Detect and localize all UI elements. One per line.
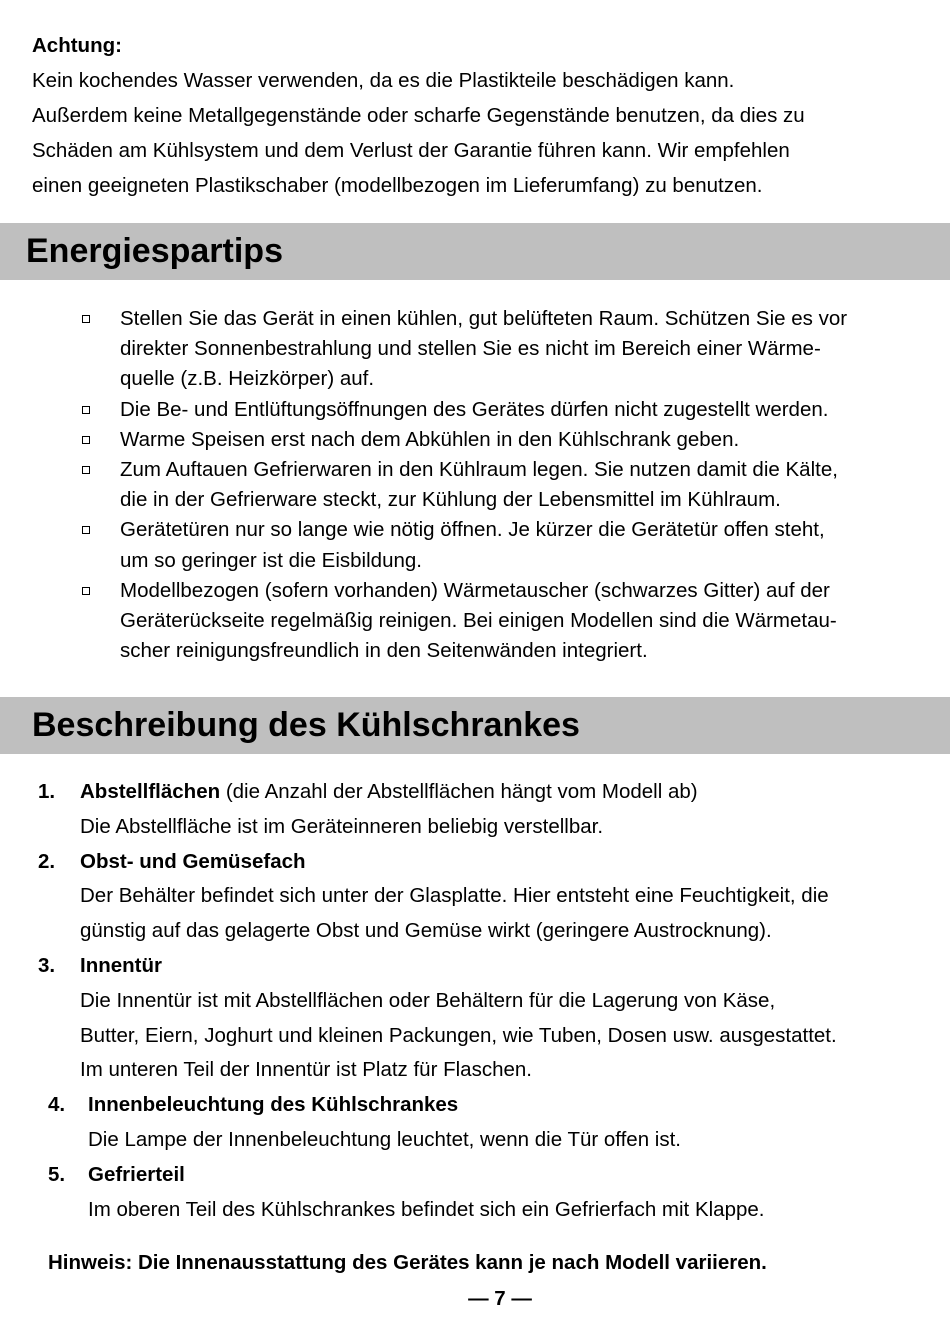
tip-line: Zum Auftauen Gefrierwaren in den Kühlraum legen. Sie nutzen damit die Kälte,: [120, 458, 838, 482]
item-title: Innenbeleuchtung des Kühlschrankes: [88, 1093, 459, 1117]
description-heading-band: [0, 697, 950, 754]
page-number: — 7 —: [468, 1287, 532, 1310]
item-line: Die Abstellfläche ist im Geräteinneren beliebig verstellbar.: [80, 814, 604, 838]
list-item: [38, 845, 938, 949]
tip-line: scher reinigungsfreundlich in den Seitenwänden integriert.: [120, 639, 648, 663]
energy-tips-list: [78, 304, 928, 666]
tip-line: Geräterückseite regelmäßig reinigen. Bei einigen Modellen sind die Wärmetau-: [120, 609, 837, 633]
item-number: 1.: [38, 780, 56, 803]
description-heading: Beschreibung des Kühlschrankes: [32, 706, 580, 744]
list-item: [38, 775, 938, 845]
item-line: Im unteren Teil der Innentür ist Platz für Flaschen.: [80, 1058, 532, 1082]
item-title: Abstellflächen: [80, 780, 221, 803]
item-title: Obst- und Gemüsefach: [80, 849, 306, 873]
warning-line: Kein kochendes Wasser verwenden, da es die Plastikteile beschädigen kann.: [32, 69, 735, 92]
item-line: Im oberen Teil des Kühlschrankes befindet sich ein Gefrierfach mit Klappe.: [88, 1197, 765, 1221]
list-item: [38, 949, 938, 1088]
item-title-suffix: (die Anzahl der Abstellflächen hängt vom Modell ab): [220, 780, 698, 803]
tip-line: quelle (z.B. Heizkörper) auf.: [120, 367, 375, 391]
warning-line: einen geeigneten Plastikschaber (modellbezogen im Lieferumfang) zu benutzen.: [32, 174, 763, 197]
item-line: Die Innentür ist mit Abstellflächen oder Behältern für die Lagerung von Käse,: [80, 988, 776, 1012]
tip-line: um so geringer ist die Eisbildung.: [120, 548, 422, 572]
item-line: Butter, Eiern, Joghurt und kleinen Packungen, wie Tuben, Dosen usw. ausgestattet.: [80, 1023, 837, 1047]
tip-line: die in der Gefrierware steckt, zur Kühlung der Lebensmittel im Kühlraum.: [120, 488, 781, 512]
list-item: [78, 455, 928, 515]
warning-title: Achtung:: [32, 34, 122, 57]
list-item: [78, 425, 928, 455]
tip-line: direkter Sonnenbestrahlung und stellen Sie es nicht im Bereich einer Wärme-: [120, 337, 821, 361]
checkbox-bullet-icon: [82, 587, 90, 595]
warning-line: Außerdem keine Metallgegenstände oder scharfe Gegenstände benutzen, da dies zu: [32, 104, 805, 127]
list-item: [38, 1088, 938, 1158]
note-text: Hinweis: Die Innenausstattung des Gerätes kann je nach Modell variieren.: [48, 1251, 767, 1274]
checkbox-bullet-icon: [82, 436, 90, 444]
item-line: Der Behälter befindet sich unter der Glasplatte. Hier entsteht eine Feuchtigkeit, die: [80, 884, 829, 908]
description-list: [38, 775, 938, 1227]
item-number: 3.: [38, 953, 56, 977]
checkbox-bullet-icon: [82, 526, 90, 534]
item-title: Innentür: [80, 953, 162, 977]
checkbox-bullet-icon: [82, 406, 90, 414]
checkbox-bullet-icon: [82, 466, 90, 474]
item-number: 2.: [38, 849, 56, 873]
energy-heading: Energiespartips: [26, 232, 283, 270]
tip-line: Warme Speisen erst nach dem Abkühlen in den Kühlschrank geben.: [120, 427, 740, 451]
item-line: günstig auf das gelagerte Obst und Gemüse wirkt (geringere Austrocknung).: [80, 919, 772, 943]
list-item: [78, 515, 928, 575]
item-title: Gefrierteil: [88, 1162, 185, 1186]
warning-block: [32, 28, 932, 203]
list-item: [38, 1158, 938, 1228]
tip-line: Die Be- und Entlüftungsöffnungen des Gerätes dürfen nicht zugestellt werden.: [120, 397, 829, 421]
list-item: [78, 576, 928, 667]
tip-line: Stellen Sie das Gerät in einen kühlen, gut belüfteten Raum. Schützen Sie es vor: [120, 307, 848, 330]
list-item: [78, 304, 928, 395]
list-item: [78, 395, 928, 425]
tip-line: Gerätetüren nur so lange wie nötig öffnen. Je kürzer die Gerätetür offen steht,: [120, 518, 825, 542]
tip-line: Modellbezogen (sofern vorhanden) Wärmetauscher (schwarzes Gitter) auf der: [120, 578, 830, 602]
checkbox-bullet-icon: [82, 315, 90, 323]
warning-line: Schäden am Kühlsystem und dem Verlust der Garantie führen kann. Wir empfehlen: [32, 139, 790, 162]
item-line: Die Lampe der Innenbeleuchtung leuchtet, wenn die Tür offen ist.: [88, 1127, 681, 1151]
item-number: 5.: [48, 1162, 66, 1186]
item-number: 4.: [48, 1093, 66, 1117]
energy-heading-band: [0, 223, 950, 280]
